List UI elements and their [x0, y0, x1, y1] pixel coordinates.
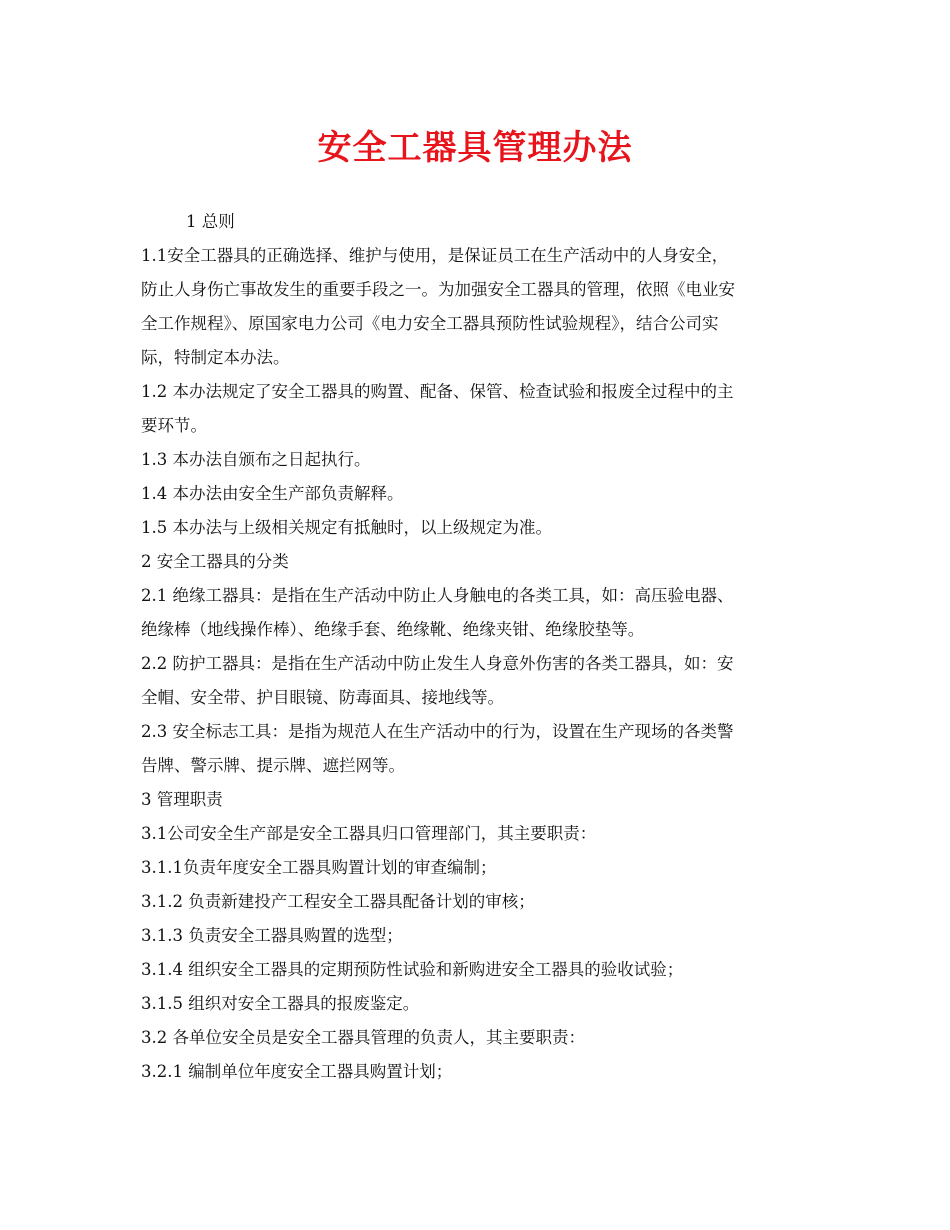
section-heading: 3 管理职责	[141, 790, 223, 809]
paragraph-line: 3.1公司安全生产部是安全工器具归口管理部门，其主要职责：	[141, 824, 597, 843]
paragraph-line: 全帽、安全带、护目眼镜、防毒面具、接地线等。	[141, 688, 504, 707]
paragraph-line: 绝缘棒（地线操作棒）、绝缘手套、绝缘靴、绝缘夹钳、绝缘胶垫等。	[141, 620, 645, 639]
paragraph-line: 2.2 防护工器具：是指在生产活动中防止发生人身意外伤害的各类工器具，如：安	[141, 654, 734, 673]
paragraph-line: 3.1.2 负责新建投产工程安全工器具配备计划的审核；	[141, 892, 535, 911]
paragraph-line: 2.1 绝缘工器具：是指在生产活动中防止人身触电的各类工具，如：高压验电器、	[141, 586, 734, 605]
paragraph-line: 1.4 本办法由安全生产部负责解释。	[141, 484, 404, 503]
paragraph-line: 1.2 本办法规定了安全工器具的购置、配备、保管、检查试验和报废全过程中的主	[141, 382, 734, 401]
paragraph-line: 3.1.5 组织对安全工器具的报废鉴定。	[141, 994, 420, 1013]
paragraph-line: 1.3 本办法自颁布之日起执行。	[141, 450, 371, 469]
document-title: 安全工器具管理办法	[317, 128, 633, 168]
paragraph-line: 3.2.1 编制单位年度安全工器具购置计划；	[141, 1062, 453, 1081]
paragraph-line: 1.5 本办法与上级相关规定有抵触时，以上级规定为准。	[141, 518, 552, 537]
paragraph-line: 3.1.3 负责安全工器具购置的选型；	[141, 926, 403, 945]
document-body	[141, 205, 821, 1089]
paragraph-line: 2.3 安全标志工具：是指为规范人在生产活动中的行为，设置在生产现场的各类警	[141, 722, 734, 741]
paragraph-line: 告牌、警示牌、提示牌、遮拦网等。	[141, 756, 405, 775]
paragraph-line: 3.2 各单位安全员是安全工器具管理的负责人，其主要职责：	[141, 1028, 585, 1047]
paragraph-line: 全工作规程》、原国家电力公司《电力安全工器具预防性试验规程》，结合公司实	[141, 314, 719, 333]
section-heading: 2 安全工器具的分类	[141, 552, 289, 571]
paragraph-line: 防止人身伤亡事故发生的重要手段之一。为加强安全工器具的管理，依照《电业安	[141, 280, 735, 299]
paragraph-line: 3.1.4 组织安全工器具的定期预防性试验和新购进安全工器具的验收试验；	[141, 960, 684, 979]
paragraph-line: 际，特制定本办法。	[141, 348, 290, 367]
section-heading: 1 总则	[186, 212, 235, 231]
paragraph-line: 要环节。	[141, 416, 207, 435]
paragraph-line: 1.1安全工器具的正确选择、维护与使用，是保证员工在生产活动中的人身安全，	[141, 246, 729, 265]
paragraph-line: 3.1.1负责年度安全工器具购置计划的审查编制；	[141, 858, 497, 877]
